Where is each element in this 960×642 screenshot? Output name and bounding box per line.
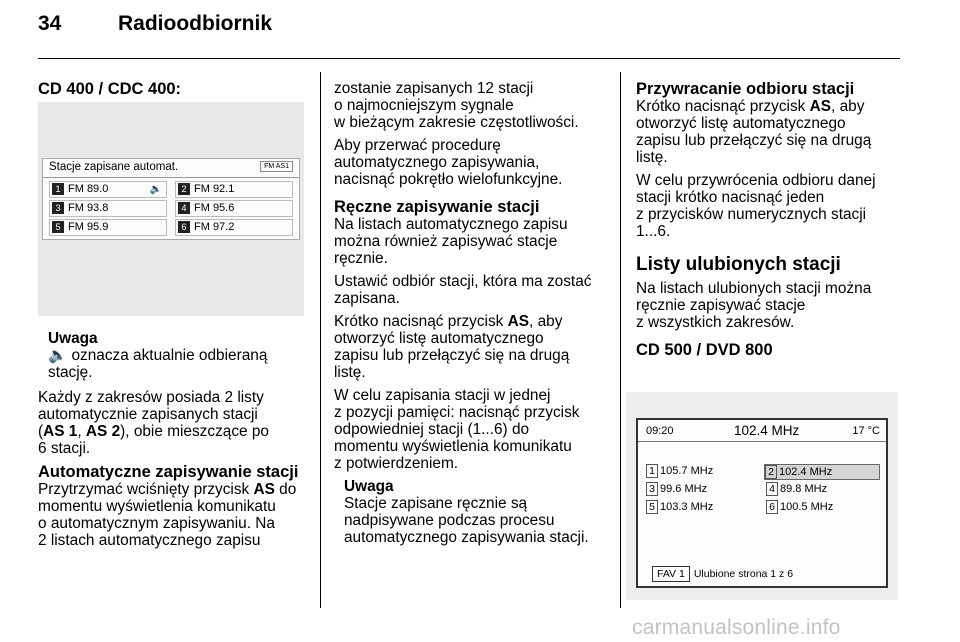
clock: 09:20	[646, 425, 674, 437]
text-fragment: ,	[77, 423, 86, 440]
preset-2-selected	[764, 464, 880, 480]
paragraph	[334, 216, 614, 267]
text-line: nacisnąć pokrętło wielofunkcyjne.	[334, 171, 563, 188]
preset-4	[175, 200, 293, 217]
preset-number: 4	[766, 482, 778, 496]
preset-number: 3	[646, 482, 658, 496]
radio-display-cd500	[626, 392, 898, 600]
favourites-panel	[636, 418, 888, 588]
page-title: Radioodbiornik	[118, 12, 272, 35]
text-line: ręcznie zapisywać stacje	[636, 297, 806, 314]
text-line: w bieżącym zakresie częstotliwości.	[334, 114, 579, 131]
text-line: automatycznego zapisywania,	[334, 154, 540, 171]
text-fragment: ), obie mieszczące po	[120, 423, 269, 440]
text-line: W celu przywrócenia odbioru danej	[636, 172, 876, 189]
status-bar	[638, 420, 886, 442]
column-3	[636, 80, 906, 359]
preset-label: 102.4 MHz	[779, 466, 833, 478]
text-line: 1...6.	[636, 223, 671, 240]
text-fragment: Krótko nacisnąć przycisk	[334, 313, 508, 330]
watermark: carmanualsonline.info	[632, 616, 841, 639]
preset-panel-title: Stacje zapisane automat.	[49, 161, 179, 173]
text-line: Aby przerwać procedurę	[334, 137, 501, 154]
preset-label: 105.7 MHz	[660, 465, 714, 477]
text-line: o automatycznym zapisywaniu. Na	[38, 515, 275, 532]
text-line: z wszystkich zakresów.	[636, 314, 795, 331]
text-fragment: Przytrzymać wciśnięty przycisk	[38, 481, 254, 498]
preset-label: FM 95.6	[194, 202, 235, 214]
preset-label: FM 95.9	[68, 221, 109, 233]
text-line: Na listach ulubionych stacji można	[636, 280, 872, 297]
text-line: otworzyć listę automatycznego	[334, 330, 544, 347]
paragraph	[334, 137, 614, 188]
text-line: odpowiedniej stacji (1...6) do	[334, 421, 530, 438]
text-fragment: Krótko nacisnąć przycisk	[636, 98, 810, 115]
preset-label: 100.5 MHz	[780, 501, 834, 513]
text-line: zostanie zapisanych 12 stacji	[334, 80, 534, 97]
section-heading-favourites: Listy ulubionych stacji	[636, 254, 841, 275]
preset-6	[766, 500, 833, 516]
as2-label: AS 2	[85, 423, 121, 440]
note-text	[48, 347, 310, 364]
note-line: oznacza aktualnie odbieraną	[71, 347, 268, 364]
text-line: automatycznie zapisanych stacji	[38, 406, 258, 423]
preset-3	[49, 200, 167, 217]
text-line: o najmocniejszym sygnale	[334, 97, 514, 114]
as-label: AS	[253, 481, 275, 498]
text-line: Ustawić odbiór stacji, która ma zostać	[334, 273, 592, 290]
preset-1	[49, 181, 167, 198]
preset-5	[49, 219, 167, 236]
text-line: 2 listach automatycznego zapisu	[38, 532, 261, 549]
as-label: AS	[507, 313, 530, 330]
text-line: Na listach automatycznego zapisu	[334, 216, 568, 233]
paragraph	[636, 98, 906, 166]
paragraph	[636, 280, 906, 331]
note-box	[334, 478, 614, 546]
preset-number: 4	[178, 202, 190, 214]
preset-3	[646, 482, 707, 498]
text-line: otworzyć listę automatycznego	[636, 115, 846, 132]
preset-4	[766, 482, 827, 498]
paragraph	[38, 389, 310, 457]
column-2	[334, 80, 614, 546]
paragraph	[334, 387, 614, 472]
as-label: AS	[809, 98, 832, 115]
temperature: 17 °C	[852, 425, 880, 437]
section-heading-manual-save: Ręczne zapisywanie stacji	[334, 198, 540, 216]
text-line: zapisu lub przełączyć się na drugą	[636, 132, 872, 149]
fav-page-label: Ulubione strona 1 z 6	[693, 568, 794, 580]
note-label: Uwaga	[344, 478, 394, 495]
column-1-body	[38, 330, 310, 555]
radio-display-cd400	[38, 102, 304, 316]
preset-label: FM 92.1	[194, 183, 235, 195]
text-fragment: , aby	[831, 98, 865, 115]
preset-number: 6	[178, 221, 190, 233]
text-line: ręcznie.	[334, 250, 388, 267]
preset-number: 5	[646, 500, 658, 514]
section-heading-cd400: CD 400 / CDC 400:	[38, 80, 182, 98]
note-line: nadpisywane podczas procesu	[344, 512, 555, 529]
preset-number: 3	[52, 202, 64, 214]
text-line: z przycisków numerycznych stacji	[636, 206, 867, 223]
preset-number: 2	[765, 465, 777, 479]
text-line: listę.	[636, 149, 668, 166]
paragraph	[636, 172, 906, 240]
note-line: stację.	[48, 364, 93, 381]
preset-5	[646, 500, 713, 516]
paragraph	[38, 481, 310, 549]
paragraph	[334, 80, 614, 131]
note-box	[38, 330, 310, 381]
preset-1	[646, 464, 713, 480]
section-heading-cd500: CD 500 / DVD 800	[636, 341, 773, 359]
text-line: z potwierdzeniem.	[334, 455, 459, 472]
preset-label: 103.3 MHz	[660, 501, 714, 513]
column-divider-2	[620, 72, 621, 608]
section-heading-auto-save: Automatyczne zapisywanie stacji	[38, 463, 299, 481]
text-line: W celu zapisania stacji w jednej	[334, 387, 551, 404]
current-frequency: 102.4 MHz	[734, 423, 800, 438]
header-rule	[38, 58, 900, 59]
text-line: listę.	[334, 364, 366, 381]
as1-label: AS 1	[43, 423, 78, 440]
preset-2	[175, 181, 293, 198]
preset-number: 1	[52, 183, 64, 195]
preset-label: FM 97.2	[194, 221, 235, 233]
band-tag: FM AS1	[260, 161, 293, 172]
text-line: momentu wyświetlenia komunikatu	[38, 498, 276, 515]
column-divider-1	[320, 72, 321, 608]
text-fragment: (	[38, 423, 44, 440]
favourites-footer	[652, 566, 793, 582]
paragraph	[334, 313, 614, 381]
text-line: momentu wyświetlenia komunikatu	[334, 438, 572, 455]
text-fragment: do	[274, 481, 297, 498]
preset-label: 89.8 MHz	[780, 483, 828, 495]
preset-6	[175, 219, 293, 236]
page-number: 34	[38, 12, 62, 35]
text-fragment: , aby	[529, 313, 563, 330]
text-line: stacji krótko nacisnąć jeden	[636, 189, 825, 206]
note-line: automatycznego zapisywania stacji.	[344, 529, 589, 546]
speaker-icon: 🔈	[48, 347, 68, 364]
preset-panel	[42, 158, 300, 240]
preset-number: 1	[646, 464, 658, 478]
preset-number: 5	[52, 221, 64, 233]
text-line: z pozycji pamięci: nacisnąć przycisk	[334, 404, 580, 421]
preset-label: FM 89.0	[68, 183, 109, 195]
speaker-icon: 🔈	[149, 184, 162, 195]
text-line: Każdy z zakresów posiada 2 listy	[38, 389, 264, 406]
preset-number: 2	[178, 183, 190, 195]
text-line: zapisana.	[334, 290, 400, 307]
paragraph	[334, 273, 614, 307]
column-1	[38, 80, 308, 98]
note-label: Uwaga	[48, 330, 98, 347]
text-line: zapisu lub przełączyć się na drugą	[334, 347, 570, 364]
preset-label: FM 93.8	[68, 202, 109, 214]
fav-list-label: FAV 1	[652, 566, 690, 582]
section-heading-restore: Przywracanie odbioru stacji	[636, 80, 855, 98]
text-line: 6 stacji.	[38, 440, 91, 457]
note-line: Stacje zapisane ręcznie są	[344, 495, 528, 512]
preset-label: 99.6 MHz	[660, 483, 708, 495]
preset-number: 6	[766, 500, 778, 514]
text-line: można również zapisywać stacje	[334, 233, 558, 250]
preset-panel-header	[43, 159, 299, 178]
